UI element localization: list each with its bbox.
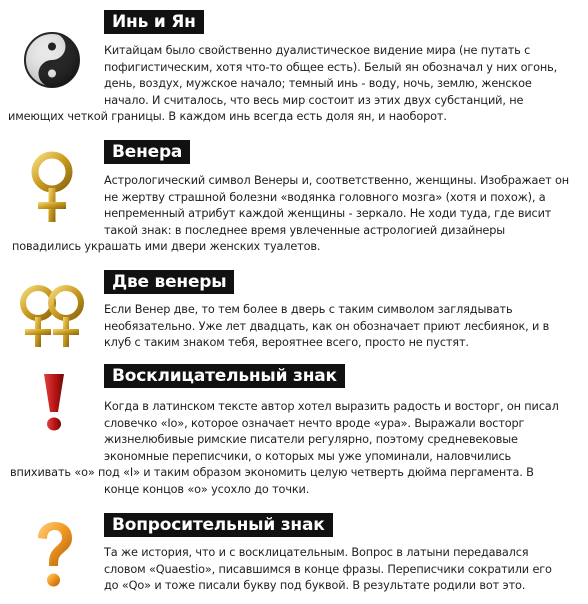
text-line: день, воздух, мужское начало; темный инь - воду, ночь, землю, женское xyxy=(104,77,532,90)
text-line: Астрологический символ Венеры и, соответственно, женщины. Изображает он xyxy=(104,174,569,187)
section-title: Восклицательный знак xyxy=(104,364,345,388)
exclamation-mark-icon xyxy=(36,372,72,434)
text-line: Та же история, что и с восклицательным. Вопрос в латыни передавался xyxy=(104,546,529,559)
section-title: Две венеры xyxy=(104,270,234,294)
section-title: Вопросительный знак xyxy=(104,513,333,537)
double-venus-icon xyxy=(10,283,94,351)
text-line: экономные переписчики, о которых мы уже упоминали, наловчились xyxy=(104,449,512,463)
section-text xyxy=(10,399,559,498)
section-text xyxy=(104,545,552,595)
yin-yang-icon xyxy=(22,30,82,90)
text-line: впихивать «о» под «I» и таким образом экономить целую четверть дюйма пергамента. В xyxy=(10,466,534,479)
text-line: словечко «Io», которое означает нечто вроде «ура». Выражали восторг xyxy=(104,416,525,430)
text-line: пофигистическим, хотя что-то общее есть). Белый ян обозначал у них огонь, xyxy=(104,60,558,74)
section-text xyxy=(12,173,569,256)
text-line: Когда в латинском тексте автор хотел выразить радость и восторг, он писал xyxy=(104,400,559,413)
section-title: Инь и Ян xyxy=(104,10,204,34)
text-line: словом «Quaestio», писавшимся в конце фразы. Переписчики сократили его xyxy=(104,562,552,576)
text-line: необязательно. Уже лет двадцать, как он обозначает приют лесбиянок, и в xyxy=(104,319,550,333)
text-line: такой знак: в последнее время увлеченные астрологией дизайнеры xyxy=(104,223,506,237)
section-text xyxy=(104,302,549,352)
text-line: не жертву страшной болезни «водянка головного мозга» (хотя и похож), а xyxy=(104,190,546,204)
section-title: Венера xyxy=(104,140,190,164)
text-line: конце концов «о» усохло до точки. xyxy=(104,482,310,496)
text-line: до «Qo» и тоже писали букву под буквой. В результате родили вот это. xyxy=(104,579,526,592)
question-mark-icon xyxy=(30,520,78,592)
text-line: Если Венер две, то тем более в дверь с таким символом заглядывать xyxy=(104,303,513,316)
text-line: повадились украшать ими двери женских туалетов. xyxy=(12,240,321,253)
text-line: имеющих четкой границы. В каждом инь всегда есть доля ян, и наоборот. xyxy=(8,110,447,123)
text-line: непременный атрибут каждой женщины - зеркало. Не ходи туда, где висит xyxy=(104,207,552,220)
text-line: начало. И считалось, что весь мир состоит из этих двух субстанций, не xyxy=(104,93,524,107)
text-line: клуб с таким знаком тебя, вероятнее всего, просто не пустят. xyxy=(104,336,469,349)
venus-symbol-icon xyxy=(26,150,78,228)
text-line: жизнелюбивые римские писатели регулярно, поэтому средневековые xyxy=(104,433,518,446)
text-line: Китайцам было свойственно дуалистическое видение мира (не путать с xyxy=(104,44,531,57)
section-text xyxy=(8,43,558,126)
